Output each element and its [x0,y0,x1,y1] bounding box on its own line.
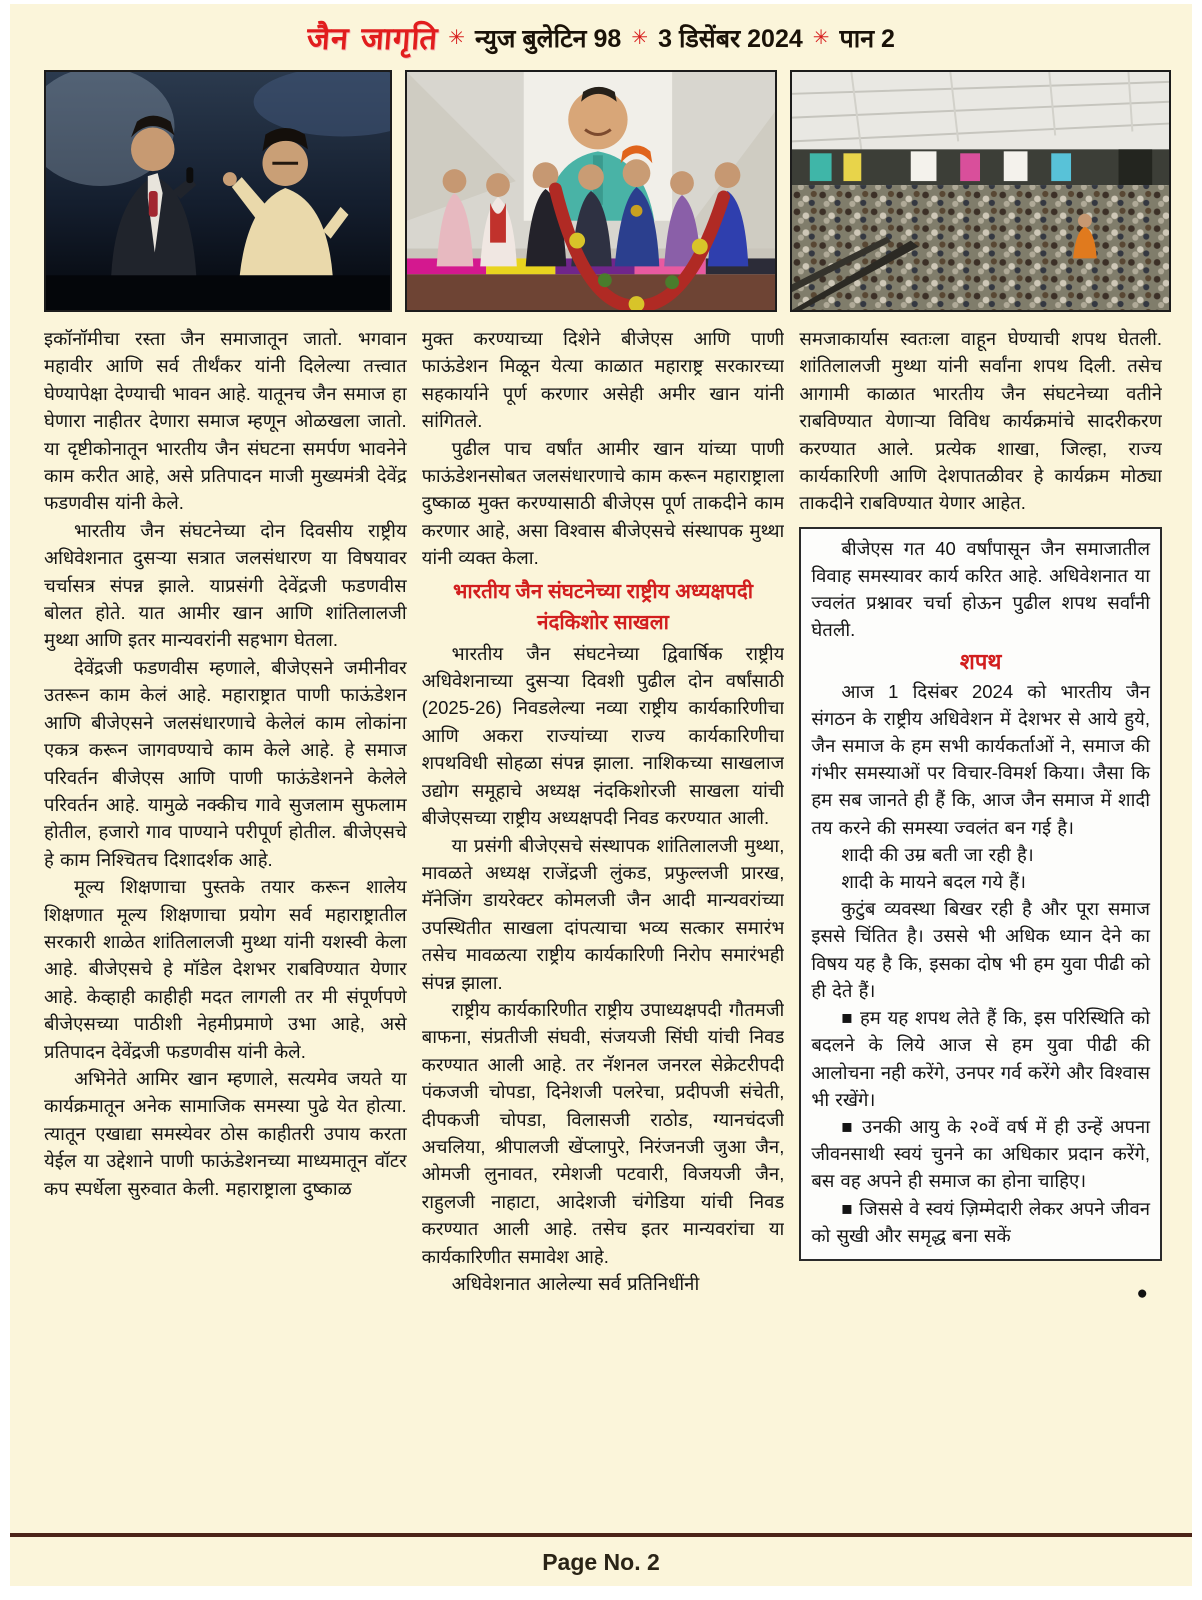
photo-garland-felicitation [405,70,777,312]
photo2-illustration [407,72,775,310]
photo1-illustration [46,72,390,310]
oath-heading: शपथ [959,648,1002,675]
oath-paragraph: ■ उनकी आयु के २०वें वर्ष में ही उन्हें अपना जीवनसाथी स्वयं चुनने का अधिकार प्रदान करेंगे, बस वह अपने ही समाज का होना चाहिए। [811,1115,1151,1192]
issue-date: 3 डिसेंबर 2024 [658,25,803,53]
oath-intro: बीजेएस गत 40 वर्षांपासून जैन समाजातील विवाह समस्यावर कार्य करित आहे. अधिवेशनात या ज्वलंत प्रश्नावर चर्चा होऊन पुढील शपथ सर्वांनी घेतली. [811,537,1151,641]
column-3 [799,325,1162,1517]
oath-paragraph: शादी के मायने बदल गये हैं। [841,871,1027,893]
column-1 [44,325,407,1517]
masthead-logo: जैन जागृति [305,21,440,57]
asterisk-separator-icon: ✳ [812,27,830,49]
footer [10,1533,1192,1586]
paragraph: अभिनेते आमिर खान म्हणाले, सत्यमेव जयते या कार्यक्रमातून अनेक सामाजिक समस्या पुढे येत होत्या. त्यातून एखाद्या समस्येवर ठोस काहीतरी उपाय करता येईल या उद्देशाने पाणी फाऊंडेशनच्या माध्यमातून वॉटर कप स्पर्धेला सुरुवात केली. महाराष्ट्राला दुष्काळ [44,1067,407,1199]
photo3-illustration [792,72,1169,310]
photo-strip [44,70,1162,312]
paragraph: मुक्त करण्याच्या दिशेने बीजेएस आणि पाणी फाऊंडेशन मिळून येत्या काळात महाराष्ट्र सरकारच्या सहकार्याने पूर्ण करणार असेही अमीर खान यांनी सांगितले. [421,328,785,432]
oath-box [799,527,1162,1261]
bulletin-number: न्युज बुलेटिन 98 [475,25,622,53]
oath-paragraph: ■ हम यह शपथ लेते हैं कि, इस परिस्थिति को बदलने के लिये आज से हम युवा पीढी की आलोचना नही करेंगे, उनपर गर्व करेंगे और विश्वास भी रखेंगे। [811,1007,1151,1110]
paragraph: देवेंद्रजी फडणवीस म्हणाले, बीजेएसने जमीनीवर उतरून काम केलं आहे. महाराष्ट्रात पाणी फाऊंडेशन आणि बीजेएसने जलसंधारणाचे केलेलं काम लोकांना एकत्र करून जागवण्याचे काम केले आहे. हे समाज परिवर्तन बीजेएस आणि पाणी फाऊंडेशनने केलेले परिवर्तन आहे. यामुळे नक्कीच गावे सुजलाम सुफलाम होतील, हजारो गाव पाण्याने परीपूर्ण होतील. बीजेएसचे हे काम निश्चितच दिशादर्शक आहे. [44,656,407,870]
paragraph: या प्रसंगी बीजेएसचे संस्थापक शांतिलालजी मुथ्था, मावळते अध्यक्ष राजेंद्रजी लुंकड, प्रफुल्लजी प्रारख, मॅनेजिंग डायरेक्टर कोमलजी जैन आदी मान्यवरांच्या उपस्थितीत साखला दांपत्याचा भव्य सत्कार समारंभ तसेच मावळत्या राष्ट्रीय कार्यकारिणी निरोप समारंभही संपन्न झाला. [421,834,785,993]
paragraph: राष्ट्रीय कार्यकारिणीत राष्ट्रीय उपाध्यक्षपदी गौतमजी बाफना, संप्रतीजी संघवी, संजयजी सिंघी यांची निवड करण्यात आली आहे. तर नॅशनल जनरल सेक्रेटरीपदी पंकजजी चोपडा, दिनेशजी पलरेचा, प्रदीपजी संचेती, दीपकजी चोपडा, विलासजी राठोड, ग्यानचंदजी अचलिया, श्रीपालजी खेंप्लापुरे, निरंजनजी जुआ जैन, ओमजी लुनावत, रमेशजी पटवारी, विजयजी जैन, राहुलजी नाहाटा, आदेशजी चंगेडिया यांची निवड करण्यात आली आहे. तसेच इतर मान्यवरांचा या कार्यकारिणीत समावेश आहे. [421,998,785,1267]
photo-audience-crowd [790,70,1171,312]
article-body [44,325,1162,1517]
paragraph: अधिवेशनात आलेल्या सर्व प्रतिनिधींनी [451,1273,700,1294]
section-heading-sakhla: भारतीय जैन संघटनेच्या राष्ट्रीय अध्यक्षपदी नंदकिशोर साखला [452,579,754,634]
asterisk-separator-icon: ✳ [631,27,649,49]
paragraph: भारतीय जैन संघटनेच्या दोन दिवसीय राष्ट्रीय अधिवेशनात दुसऱ्या सत्रात जलसंधारण या विषयावर चर्चासत्र संपन्न झाले. याप्रसंगी देवेंद्रजी फडणवीस बोलत होते. यात आमीर खान आणि शांतिलालजी मुथ्था आणि इतर मान्यवरांनी सहभाग घेतला. [44,519,407,651]
header [10,4,1192,62]
column-2 [422,325,785,1517]
article-end-dot: ● [1136,1282,1149,1304]
asterisk-separator-icon: ✳ [448,27,466,49]
oath-paragraph: कुटुंब व्यवस्था बिखर रही है और पूरा समाज इससे चिंतित है। उससे भी अधिक ध्यान देने का विषय यह है कि, इसका दोष भी हम युवा पीढी को ही देते हैं। [811,898,1151,1001]
oath-paragraph: ■ जिससे वे स्वयं ज़िम्मेदारी लेकर अपने जीवन को सुखी और समृद्ध बना सकें [811,1197,1151,1246]
paragraph: मूल्य शिक्षणाचा पुस्तके तयार करून शालेय शिक्षणात मूल्य शिक्षणाचा प्रयोग सर्व महाराष्ट्रातील सरकारी शाळेत शांतिलालजी मुथ्था यांनी यशस्वी केला आहे. बीजेएसचे हे मॉडेल देशभर राबविण्यात येणार आहे. केव्हाही काहीही मदत लागली तर मी संपूर्णपणे बीजेएसच्या पाठीशी नेहमीप्रमाणे उभा आहे, असे प्रतिपादन देवेंद्रजी फडणवीस यांनी केले. [44,876,407,1062]
oath-paragraph: शादी की उम्र बती जा रही है। [841,843,1034,865]
page-number: Page No. 2 [542,1549,660,1575]
page-background [10,4,1192,1586]
paragraph: भारतीय जैन संघटनेच्या द्विवार्षिक राष्ट्रीय अधिवेशनाच्या दुसऱ्या दिवशी पुढील दोन वर्षांसाठी (2025-26) निवडलेल्या नव्या राष्ट्रीय कार्यकारिणीचा आणि अकरा राज्यांच्या राज्य कार्यकारिणीचा शपथविधी सोहळा संपन्न झाला. नाशिकच्या साखलाज उद्योग समूहाचे अध्यक्ष नंदकिशोरजी साखला यांची बीजेएसच्या राष्ट्रीय अध्यक्षपदी निवड करण्यात आली. [421,642,785,829]
paragraph: पुढील पाच वर्षांत आमीर खान यांच्या पाणी फाऊंडेशनसोबत जलसंधारणाचे काम करून महाराष्ट्राला दुष्काळ मुक्त करण्यासाठी बीजेएस पूर्ण ताकदीने काम करणार आहे, असा विश्वास बीजेएसचे संस्थापक मुथ्था यांनी व्यक्त केला. [421,437,785,569]
paragraph: इकॉनॉमीचा रस्ता जैन समाजातून जातो. भगवान महावीर आणि सर्व तीर्थंकर यांनी दिलेल्या तत्त्वात घेण्यापेक्षा देण्याची भावन आहे. यातूनच जैन समाज हा घेणारा नाहीतर देणारा समाज म्हणून ओळखला जातो. या दृष्टीकोनातून भारतीय जैन संघटना समर्पण भावनेने काम करीत आहे, असे प्रतिपादन माजी मुख्यमंत्री देवेंद्र फडणवीस यांनी केले. [44,328,407,514]
paragraph: समजाकार्यास स्वतःला वाहून घेण्याची शपथ घेतली. शांतिलालजी मुथ्था यांनी सर्वांना शपथ दिली. तसेच आगामी काळात भारतीय जैन संघटनेच्या वतीने राबविण्यात येणाऱ्या विविध कार्यक्रमांचे सादरीकरण करण्यात आले. प्रत्येक शाखा, जिल्हा, राज्य कार्यकारिणी आणि देशपातळीवर हे कार्यक्रम मोठ्या ताकदीने राबविण्यात येणार आहेत. [799,328,1162,514]
page-label-devanagari: पान 2 [839,25,895,53]
oath-paragraph: आज 1 दिसंबर 2024 को भारतीय जैन संगठन के राष्ट्रीय अधिवेशन में देशभर से आये हुये, जैन समाज के हम सभी कार्यकर्ताओं ने, समाज की गंभीर समस्याओं पर विचार-विमर्श किया। जैसा कि हम सब जानते ही हैं कि, आज जैन समाज में शादी तय करने की समस्या ज्वलंत बन गई है। [811,680,1151,838]
photo-stage-conversation [44,70,392,312]
